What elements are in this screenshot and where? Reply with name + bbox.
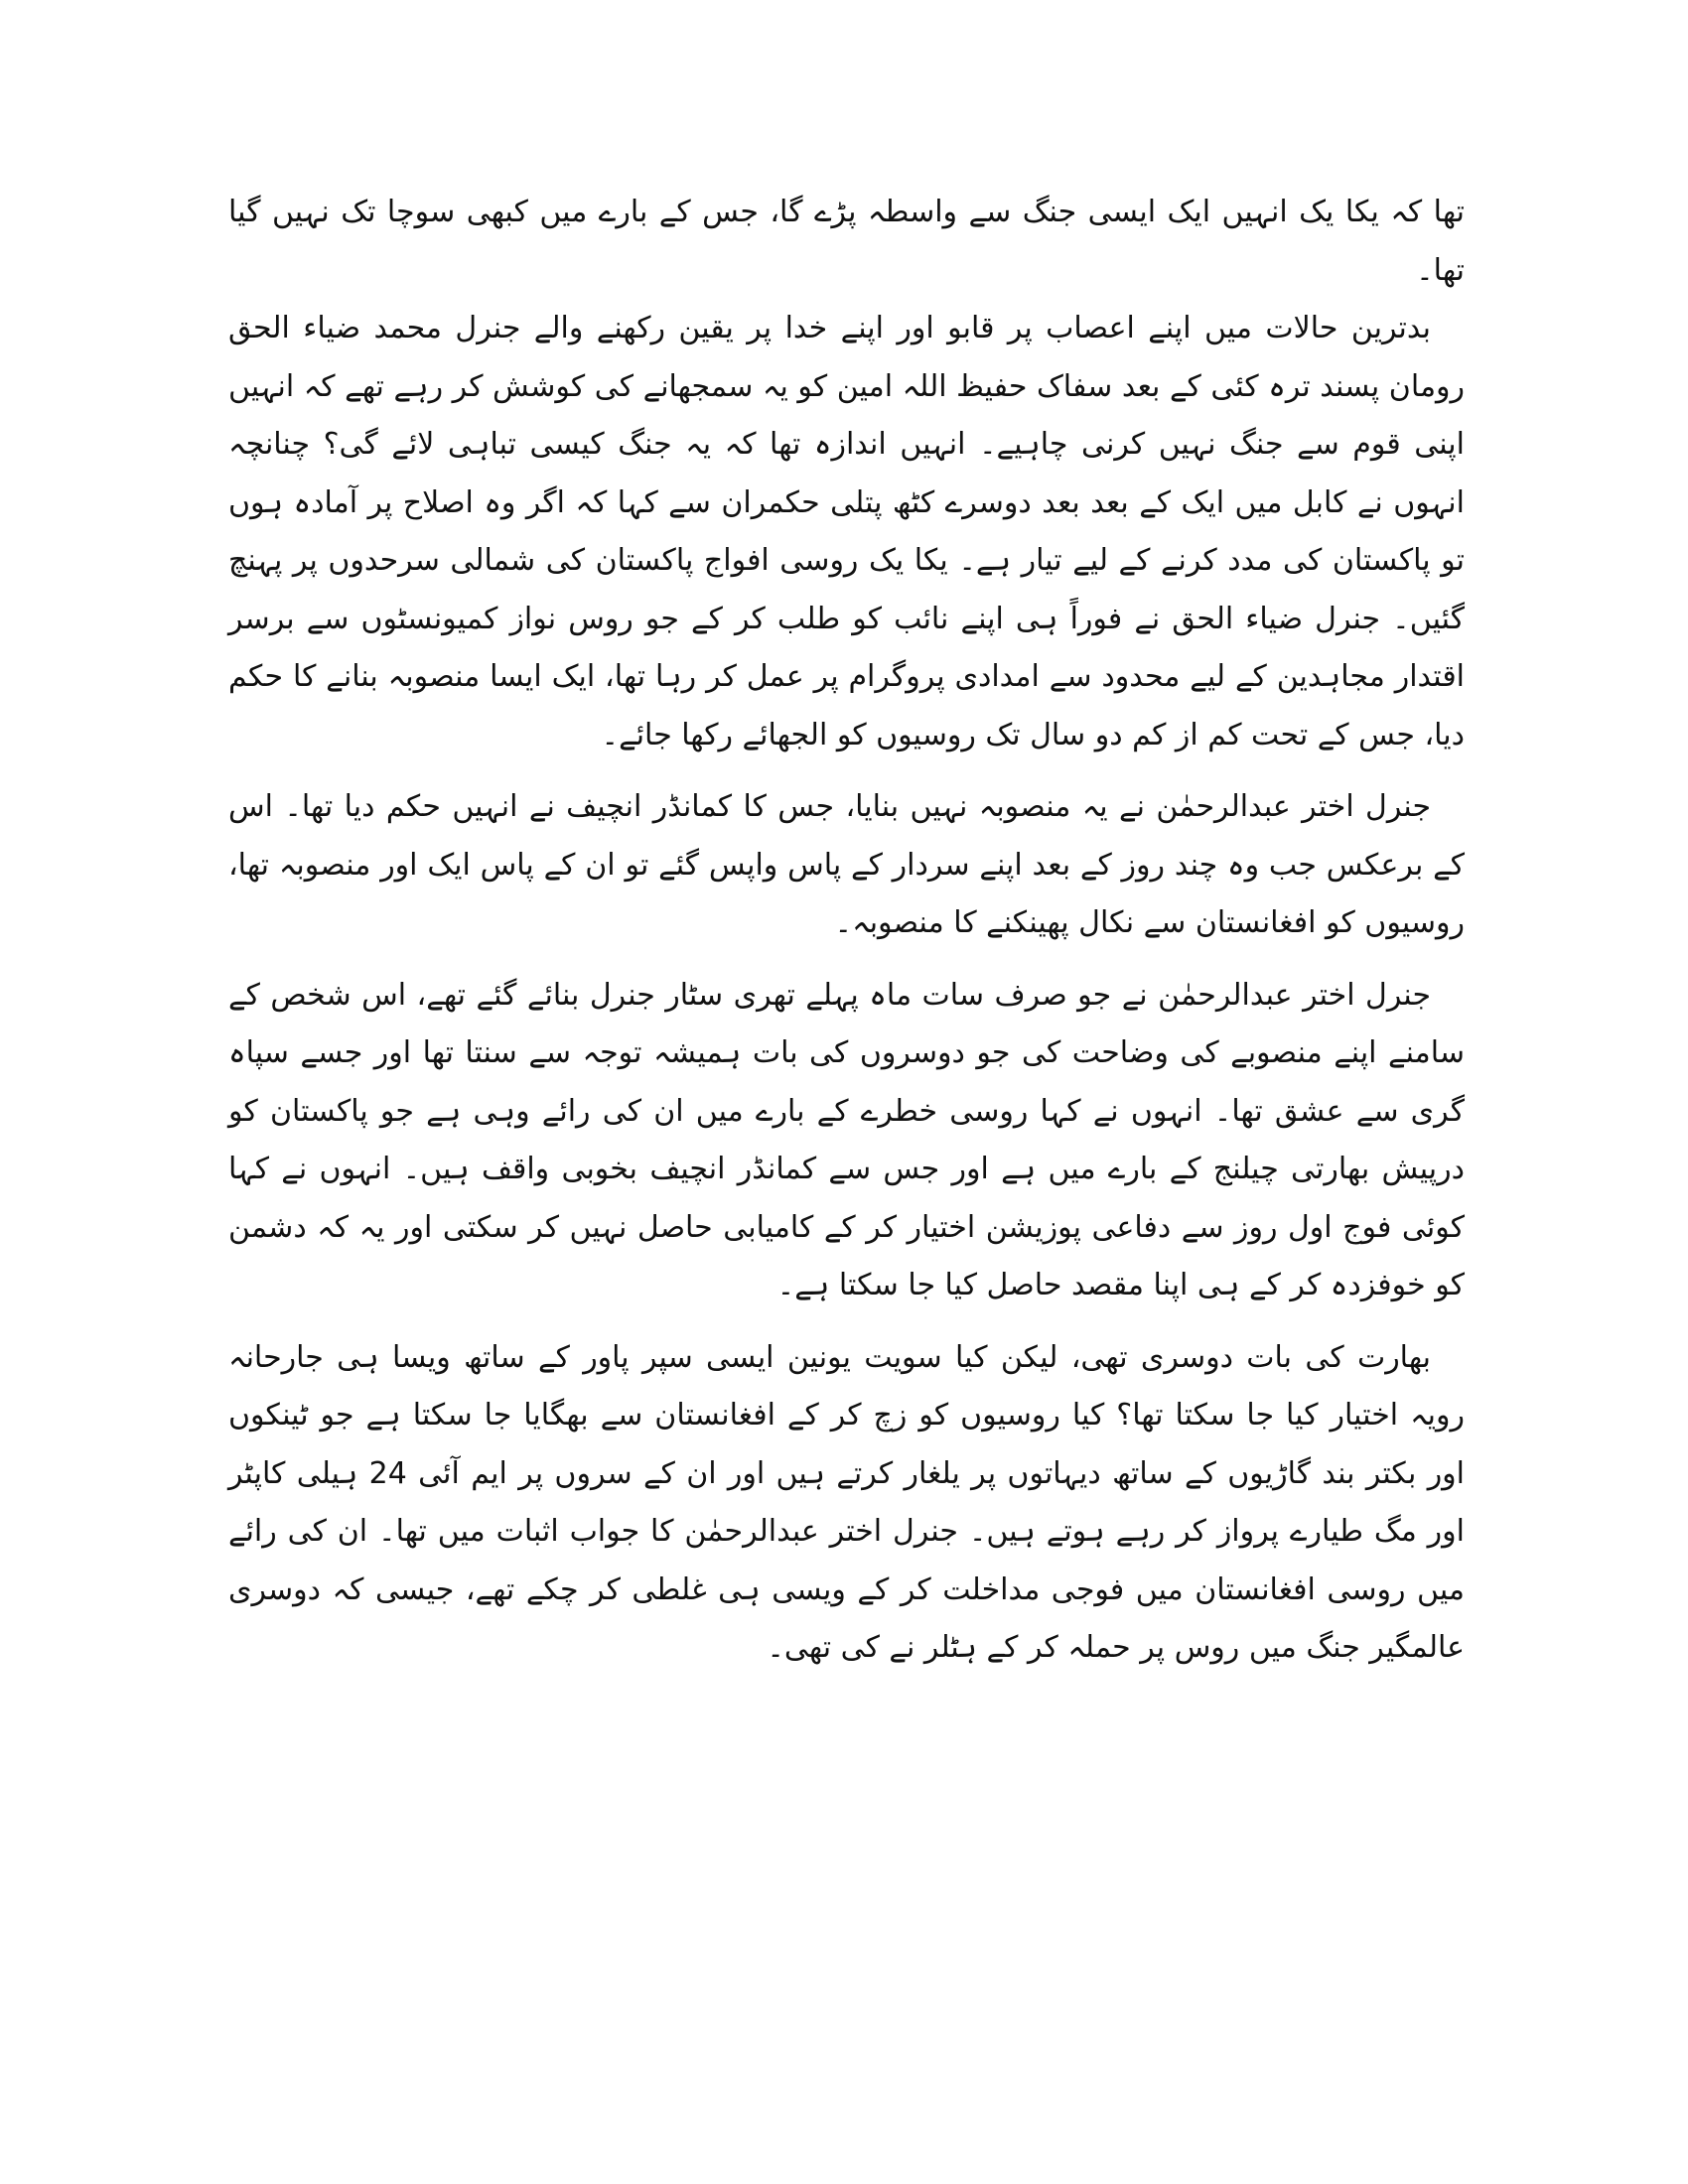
document-body — [228, 184, 1465, 1678]
paragraph-4: جنرل اختر عبدالرحمٰن نے جو صرف سات ماہ پہلے تھری سٹار جنرل بنائے گئے تھے، اس شخص کے سامنے اپنے منصوبے کی وضاحت کی جو دوسروں کی بات ہمیشہ توجہ سے سنتا تھا اور جسے سپاہ گری سے عشق تھا۔ انہوں نے کہا روسی خطرے کے بارے میں ان کی رائے وہی ہے جو پاکستان کو درپیش بھارتی چیلنج کے بارے میں ہے اور جس سے کمانڈر انچیف بخوبی واقف ہیں۔ انہوں نے کہا کوئی فوج اول روز سے دفاعی پوزیشن اختیار کر کے کامیابی حاصل نہیں کر سکتی اور یہ کہ دشمن کو خوفزدہ کر کے ہی اپنا مقصد حاصل کیا جا سکتا ہے۔ — [228, 977, 1465, 1302]
paragraph-1: تھا کہ یکا یک انہیں ایک ایسی جنگ سے واسطہ پڑے گا، جس کے بارے میں کبھی سوچا تک نہیں گیا تھا۔ — [228, 195, 1465, 288]
paragraph-3: جنرل اختر عبدالرحمٰن نے یہ منصوبہ نہیں بنایا، جس کا کمانڈر انچیف نے انہیں حکم دیا تھا۔ اس کے برعکس جب وہ چند روز کے بعد اپنے سردار کے پاس واپس گئے تو ان کے پاس ایک اور منصوبہ تھا، روسیوں کو افغانستان سے نکال پھینکنے کا منصوبہ۔ — [228, 789, 1465, 940]
paragraph-2: بدترین حالات میں اپنے اعصاب پر قابو اور اپنے خدا پر یقین رکھنے والے جنرل محمد ضیاء الحق رومان پسند ترہ کئی کے بعد سفاک حفیظ اللہ امین کو یہ سمجھانے کی کوشش کر رہے تھے کہ انہیں اپنی قوم سے جنگ نہیں کرنی چاہیے۔ انہیں اندازہ تھا کہ یہ جنگ کیسی تباہی لائے گی؟ چنانچہ انہوں نے کابل میں ایک کے بعد بعد دوسرے کٹھ پتلی حکمران سے کہا کہ اگر وہ اصلاح پر آمادہ ہوں تو پاکستان کی مدد کرنے کے لیے تیار ہے۔ یکا یک روسی افواج پاکستان کی شمالی سرحدوں پر پہنچ گئیں۔ جنرل ضیاء الحق نے فوراً ہی اپنے نائب کو طلب کر کے جو روس نواز کمیونسٹوں سے برسر اقتدار مجاہدین کے لیے محدود سے امدادی پروگرام پر عمل کر رہا تھا، ایک ایسا منصوبہ بنانے کا حکم دیا، جس کے تحت کم از کم دو سال تک روسیوں کو الجھائے رکھا جائے۔ — [228, 311, 1465, 752]
paragraph-5: بھارت کی بات دوسری تھی، لیکن کیا سویت یونین ایسی سپر پاور کے ساتھ ویسا ہی جارحانہ رویہ اختیار کیا جا سکتا تھا؟ کیا روسیوں کو زچ کر کے افغانستان سے بھگایا جا سکتا ہے جو ٹینکوں اور بکتر بند گاڑیوں کے ساتھ دیہاتوں پر یلغار کرتے ہیں اور ان کے سروں پر ایم آئی 24 ہیلی کاپٹر اور مگ طیارے پرواز کر رہے ہوتے ہیں۔ جنرل اختر عبدالرحمٰن کا جواب اثبات میں تھا۔ ان کی رائے میں روسی افغانستان میں فوجی مداخلت کر کے ویسی ہی غلطی کر چکے تھے، جیسی کہ دوسری عالمگیر جنگ میں روس پر حملہ کر کے ہٹلر نے کی تھی۔ — [228, 1339, 1465, 1665]
